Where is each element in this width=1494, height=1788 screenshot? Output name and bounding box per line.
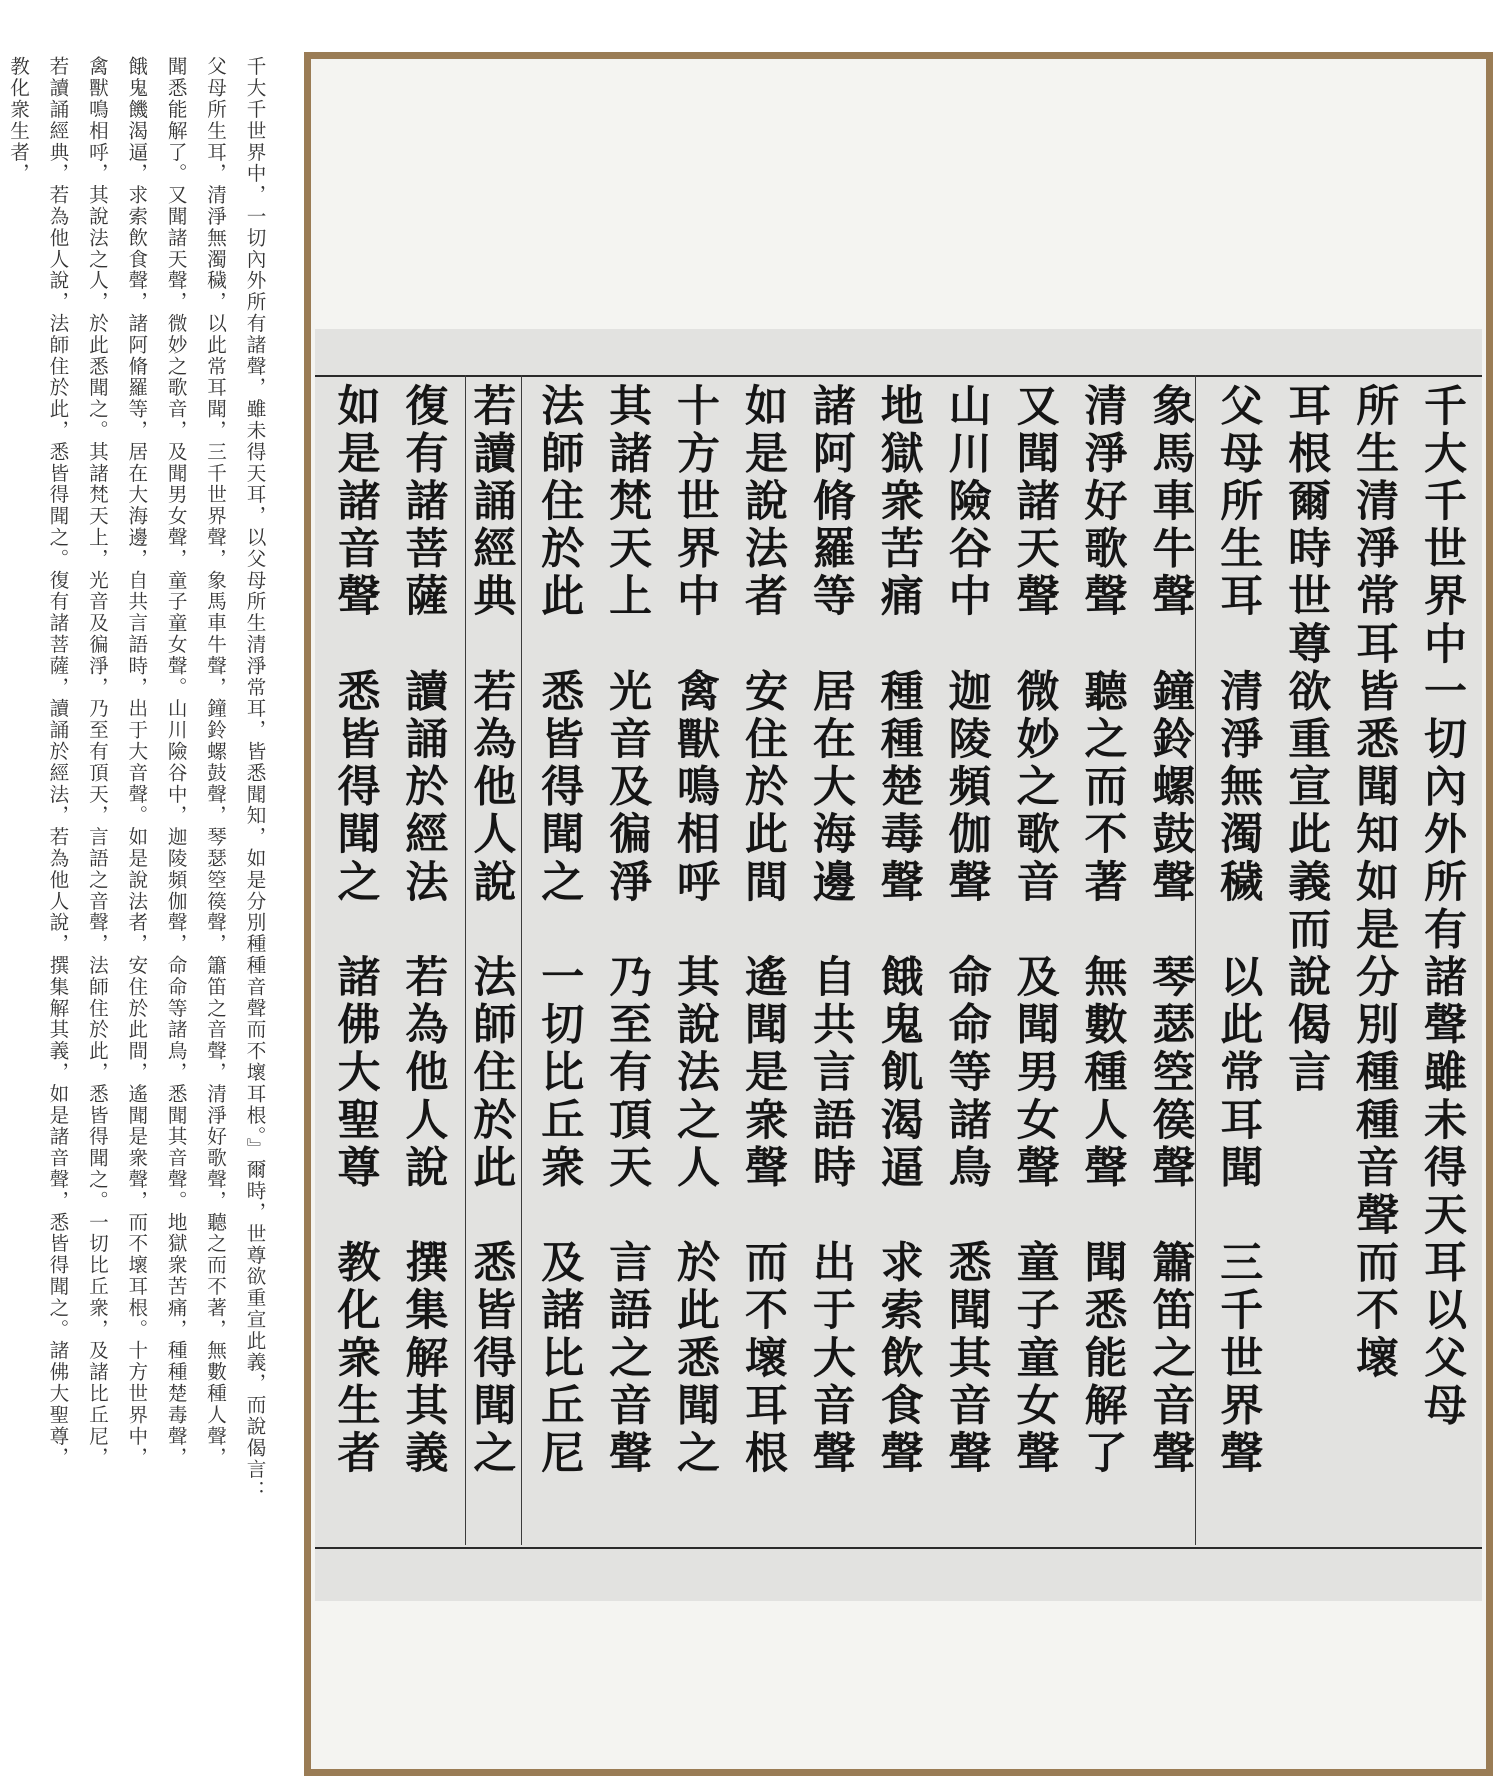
manuscript-column: 十方世界中 禽獸鳴相呼 其說法之人 於此悉聞之 [670, 383, 721, 1478]
manuscript-column: 千大千世界中一切內外所有諸聲雖未得天耳以父母 [1417, 383, 1467, 1431]
transcription-text [6, 56, 274, 1756]
manuscript-column: 法師住於此 悉皆得聞之 一切比丘衆 及諸比丘尼 [534, 383, 585, 1478]
manuscript-scan [315, 329, 1482, 1601]
top-border-line [315, 375, 1482, 377]
transcription-column: 禽獸鳴相呼，其說法之人，於此悉聞之。其諸梵天上，光音及徧淨，乃至有頂天，言語之音聲，法師住於此，悉皆得聞之。一切比丘衆，及諸比丘尼， [85, 56, 109, 1469]
transcription-column: 千大千世界中，一切內外所有諸聲，雖未得天耳，以父母所生清淨常耳，皆悉聞知，如是分別種種音聲而不壞耳根。』爾時，世尊欲重宣此義，而說偈言： [243, 56, 266, 1502]
transcription-column: 若讀誦經典，若為他人說，法師住於此，悉皆得聞之。復有諸菩薩，讀誦於經法，若為他人說，撰集解其義，如是諸音聲，悉皆得聞之。諸佛大聖尊， [45, 56, 69, 1469]
manuscript-text [323, 383, 1475, 1543]
manuscript-column: 清淨好歌聲 聽之而不著 無數種人聲 聞悉能解了 [1077, 383, 1128, 1478]
manuscript-column: 象馬車牛聲 鐘鈴螺鼓聲 琴瑟箜篌聲 簫笛之音聲 [1145, 383, 1196, 1478]
manuscript-column: 所生清淨常耳皆悉聞知如是分別種種音聲而不壞 [1349, 383, 1400, 1383]
manuscript-column: 地獄衆苦痛 種種楚毒聲 餓鬼飢渴逼 求索飲食聲 [873, 383, 924, 1478]
bottom-border-line [315, 1547, 1482, 1549]
manuscript-column: 其諸梵天上 光音及徧淨 乃至有頂天 言語之音聲 [602, 383, 653, 1478]
manuscript-column: 又聞諸天聲 微妙之歌音 及聞男女聲 童子童女聲 [1009, 383, 1060, 1478]
manuscript-column: 父母所生耳 清淨無濁穢 以此常耳聞 三千世界聲 [1213, 383, 1264, 1478]
manuscript-column: 諸阿脩羅等 居在大海邊 自共言語時 出于大音聲 [805, 383, 856, 1478]
manuscript-column: 如是諸音聲 悉皆得聞之 諸佛大聖尊 教化衆生者 [330, 383, 381, 1478]
manuscript-column: 如是說法者 安住於此間 遙聞是衆聲 而不壞耳根 [737, 383, 788, 1478]
manuscript-frame [304, 52, 1493, 1776]
manuscript-column: 山川險谷中 迦陵頻伽聲 命命等諸鳥 悉聞其音聲 [941, 383, 992, 1478]
transcription-column: 聞悉能解了。又聞諸天聲，微妙之歌音，及聞男女聲，童子童女聲。山川險谷中，迦陵頻伽聲，命命等諸鳥，悉聞其音聲。地獄衆苦痛，種種楚毒聲， [164, 56, 188, 1469]
manuscript-column: 若讀誦經典 若為他人說 法師住於此 悉皆得聞之 [466, 383, 517, 1478]
manuscript-column: 復有諸菩薩 讀誦於經法 若為他人說 撰集解其義 [398, 383, 449, 1478]
transcription-column: 父母所生耳，清淨無濁穢，以此常耳聞，三千世界聲，象馬車牛聲，鐘鈴螺鼓聲，琴瑟箜篌聲，簫笛之音聲，清淨好歌聲，聽之而不著，無數種人聲， [203, 56, 227, 1469]
transcription-column: 教化衆生者， [6, 56, 30, 185]
transcription-column: 餓鬼饑渴逼，求索飲食聲，諸阿脩羅等，居在大海邊，自共言語時，出于大音聲。如是說法者，安住於此間，遙聞是衆聲，而不壞耳根。十方世界中， [124, 56, 148, 1469]
manuscript-column: 耳根爾時世尊欲重宣此義而說偈言 [1281, 383, 1332, 1097]
